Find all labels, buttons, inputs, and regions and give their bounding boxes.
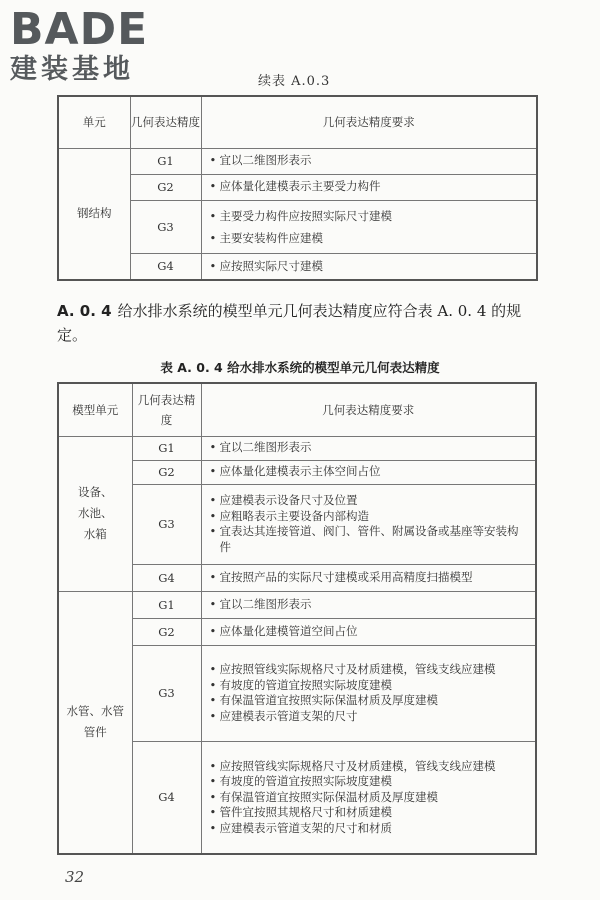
precision-cell: G4 (132, 741, 201, 854)
header-precision: 几何表达精度 (130, 96, 201, 148)
steel-structure-table (57, 95, 538, 281)
table-row (58, 253, 537, 280)
table-row (58, 591, 536, 618)
logo (10, 6, 180, 86)
list-item: • 应体量化建模管道空间占位 (210, 624, 530, 640)
precision-cell: G3 (130, 200, 201, 253)
precision-cell: G2 (130, 174, 201, 200)
unit-cell: 钢结构 (58, 148, 130, 280)
precision-cell: G3 (132, 484, 201, 564)
unit-cell: 水管、水管管件 (58, 591, 132, 854)
logo-subtitle: 建装基地 (10, 54, 134, 85)
requirement-cell (201, 591, 536, 618)
page-number: 32 (65, 868, 85, 886)
header-unit: 模型单元 (58, 383, 132, 436)
requirement-cell (201, 741, 536, 854)
unit-cell: 设备、水池、水箱 (58, 436, 132, 591)
list-item: • 应粗略表示主要设备内部构造 (210, 509, 530, 525)
requirement-cell (201, 460, 536, 484)
table-row (58, 436, 536, 460)
header-requirement: 几何表达精度要求 (201, 383, 536, 436)
list-item: • 应按照实际尺寸建模 (210, 259, 531, 275)
table-header-row (58, 383, 536, 436)
list-item: • 应按照管线实际规格尺寸及材质建模，管线支线应建模 (210, 759, 530, 775)
list-item: • 宜以二维图形表示 (210, 153, 531, 169)
requirement-cell (201, 484, 536, 564)
precision-cell: G4 (130, 253, 201, 280)
table-row (58, 174, 537, 200)
requirement-cell (201, 564, 536, 591)
requirement-cell (201, 645, 536, 741)
precision-cell: G1 (130, 148, 201, 174)
precision-cell: G1 (132, 591, 201, 618)
list-item: • 应体量化建模表示主体空间占位 (210, 464, 530, 480)
list-item: • 主要安装构件应建模 (210, 227, 531, 249)
table-header-row (58, 96, 537, 148)
requirement-cell (201, 253, 537, 280)
table-row (58, 148, 537, 174)
requirement-cell (201, 148, 537, 174)
table-title: 表 A. 0. 4 给水排水系统的模型单元几何表达精度 (160, 360, 440, 375)
list-item: • 有保温管道宜按照实际保温材质及厚度建模 (210, 693, 530, 709)
continued-table-caption: 续表 A.0.3 (258, 74, 331, 89)
clause-text: 给水排水系统的模型单元几何表达精度应符合表 A. 0. 4 的规定。 (57, 302, 522, 344)
precision-cell: G3 (132, 645, 201, 741)
list-item: • 宜以二维图形表示 (210, 440, 530, 456)
header-precision: 几何表达精度 (132, 383, 201, 436)
table-row (58, 200, 537, 253)
list-item: • 应建模表示管道支架的尺寸 (210, 709, 530, 725)
requirement-cell (201, 174, 537, 200)
list-item: • 宜按照产品的实际尺寸建模或采用高精度扫描模型 (210, 570, 530, 586)
list-item: • 有坡度的管道宜按照实际坡度建模 (210, 774, 530, 790)
list-item: • 宜表达其连接管道、阀门、管件、附属设备或基座等安装构件 (210, 524, 530, 555)
precision-cell: G4 (132, 564, 201, 591)
list-item: • 宜以二维图形表示 (210, 597, 530, 613)
precision-cell: G2 (132, 460, 201, 484)
header-unit: 单元 (58, 96, 130, 148)
list-item: • 主要受力构件应按照实际尺寸建模 (210, 205, 531, 227)
precision-cell: G1 (132, 436, 201, 460)
requirement-cell (201, 618, 536, 645)
list-item: • 应建模表示管道支架的尺寸和材质 (210, 821, 530, 837)
requirement-cell (201, 436, 536, 460)
water-supply-drainage-table (57, 382, 537, 855)
requirement-cell (201, 200, 537, 253)
list-item: • 管件宜按照其规格尺寸和材质建模 (210, 805, 530, 821)
header-requirement: 几何表达精度要求 (201, 96, 537, 148)
precision-cell: G2 (132, 618, 201, 645)
list-item: • 有坡度的管道宜按照实际坡度建模 (210, 678, 530, 694)
list-item: • 应体量化建模表示主要受力构件 (210, 179, 531, 195)
clause-a04 (57, 299, 542, 347)
list-item: • 有保温管道宜按照实际保温材质及厚度建模 (210, 790, 530, 806)
logo-wordmark: BADE (10, 4, 149, 55)
clause-number: A. 0. 4 (57, 302, 112, 320)
list-item: • 应建模表示设备尺寸及位置 (210, 493, 530, 509)
list-item: • 应按照管线实际规格尺寸及材质建模，管线支线应建模 (210, 662, 530, 678)
